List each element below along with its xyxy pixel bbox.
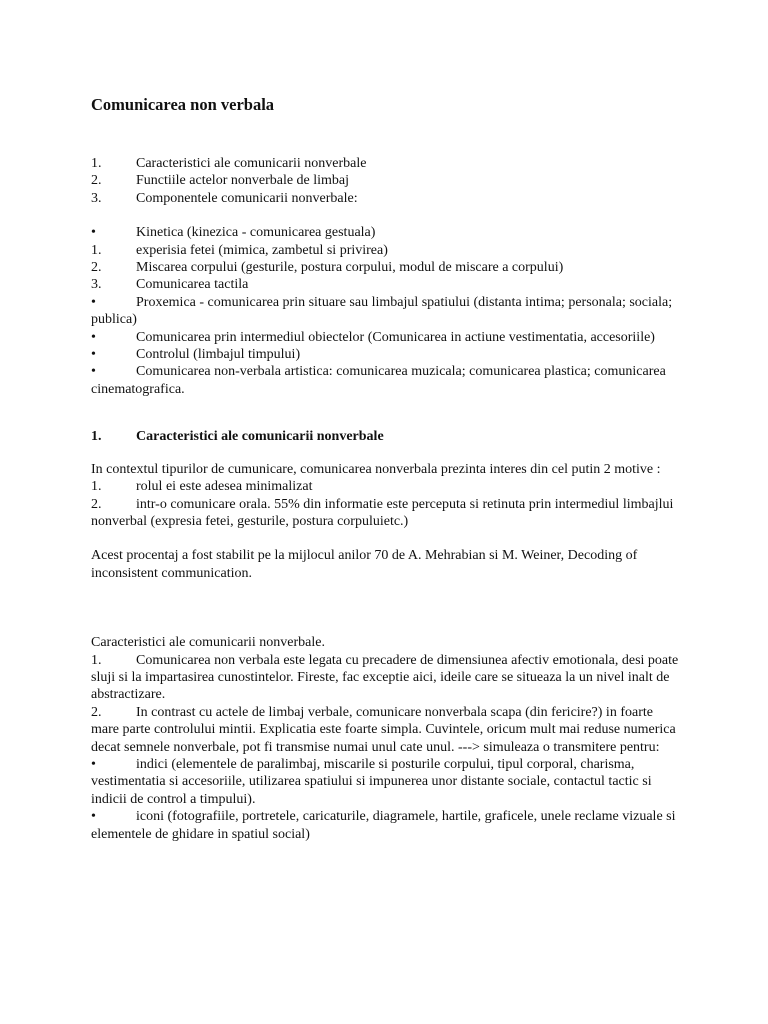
list-item: • iconi (fotografiile, portretele, caricaturile, diagramele, hartile, graficele, unele reclame vizuale si elementele de ghidare in spatiul social) xyxy=(91,809,676,842)
list-item: • Comunicarea prin intermediul obiectelor (Comunicarea in actiune vestimentatia, accesoriile) xyxy=(91,329,655,345)
list-item: • Proxemica - comunicarea prin situare sau limbajul spatiului (distanta intima; personala; sociala; publica) xyxy=(91,294,673,328)
paragraph: Acest procentaj a fost stabilit pe la mijlocul anilor 70 de A. Mehrabian si M. Weiner, Decoding of inconsistent communication. xyxy=(91,548,638,581)
list-item: 1. Caracteristici ale comunicarii nonverbale xyxy=(91,156,367,171)
page-title: Comunicarea non verbala xyxy=(91,95,275,114)
list-item: • Kinetica (kinezica - comunicarea gestuala) xyxy=(91,225,376,241)
list-item: 2. Functiile actelor nonverbale de limbaj xyxy=(91,173,350,189)
list-item: 3. Comunicarea tactila xyxy=(91,277,249,293)
list-item: 2. intr-o comunicare orala. 55% din informatie este perceputa si retinuta prin intermediul limbajlui nonverbal (expresia fetei, gesturile, postura corpuluietc.) xyxy=(91,496,674,529)
components-list xyxy=(91,224,681,398)
list-item: 1. experisia fetei (mimica, zambetul si privirea) xyxy=(91,242,388,258)
list-item: • Comunicarea non-verbala artistica: comunicarea muzicala; comunicarea plastica; comunicarea cinematografica. xyxy=(91,364,666,397)
section-heading: Caracteristici ale comunicarii nonverbale. xyxy=(91,635,326,651)
toc-list xyxy=(91,155,681,207)
document-content xyxy=(91,95,681,843)
paragraph: In contextul tipurilor de cumunicare, comunicarea nonverbala prezinta interes din cel putin 2 motive : xyxy=(91,461,661,477)
list-item: 2. In contrast cu actele de limbaj verbale, comunicare nonverbala scapa (din fericire?) in foarte mare parte controlului mintii. Explicatia este foarte simpla. Cuvintele, oricum mult mai reduse numerica decat semnele nonverbale, pot fi transmise numai unul cate unul. ---> simuleaza o transmitere pentru: xyxy=(91,704,676,755)
list-item: • indici (elementele de paralimbaj, miscarile si posturile corpului, tipul corporal, charisma, vestimentatia si accesoriile, utilizarea spatiului si impunerea unor distante sociale, contactul tactic si indicii de control a timpului). xyxy=(91,756,652,807)
list-item: 3. Componentele comunicarii nonverbale: xyxy=(91,190,358,206)
list-item: • Controlul (limbajul timpului) xyxy=(91,347,301,363)
list-item: 1. rolul ei este adesea minimalizat xyxy=(91,479,313,495)
list-item: 2. Miscarea corpului (gesturile, postura corpului, modul de miscare a corpului) xyxy=(91,260,564,276)
section-heading: 1. Caracteristici ale comunicarii nonverbale xyxy=(91,429,384,445)
list-item: 1. Comunicarea non verbala este legata cu precadere de dimensiunea afectiv emotionala, desi poate sluji si la impartasirea cunostintelor. Fireste, fac exceptie aici, ideile care se situeaza la un nivel inalt de abstractizare. xyxy=(91,652,679,703)
